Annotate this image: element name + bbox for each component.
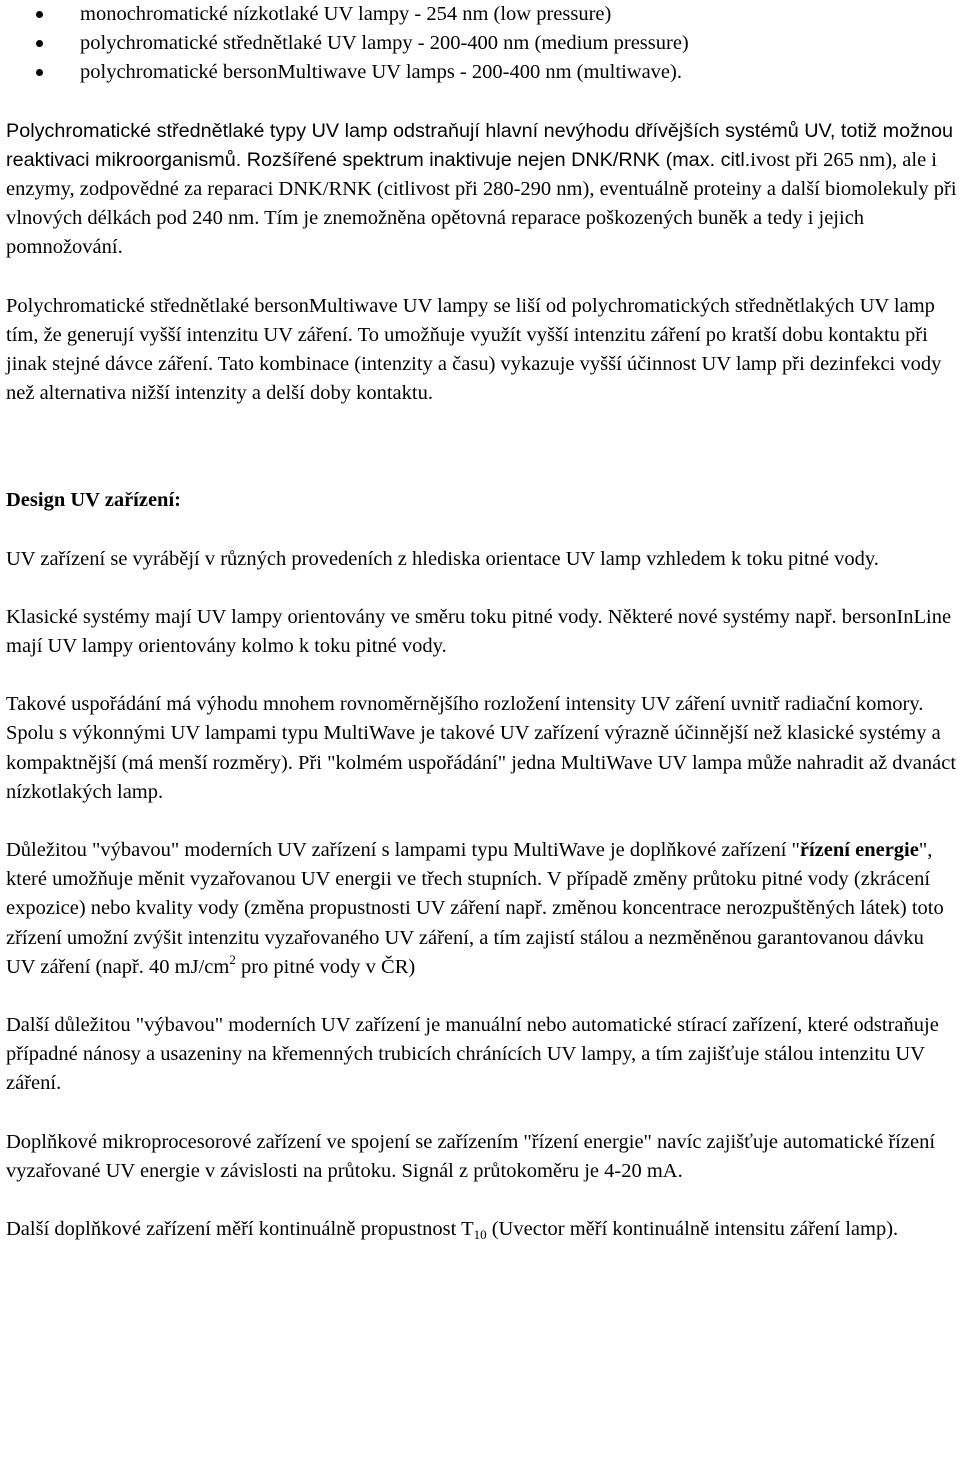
bullet-icon <box>36 40 43 47</box>
paragraph-wiper-device: Další důležitou "výbavou" moderních UV zařízení je manuální nebo automatické stírací zařízení, které odstraňuje případné nánosy a usazeniny na křemenných trubicích chránících UV lampy, a tím zajišťuje stálou intenzitu UV záření. <box>6 1014 939 1095</box>
paragraph-microprocessor: Doplňkové mikroprocesorové zařízení ve spojení se zařízením "řízení energie" navíc zajišťuje automatické řízení vyzařované UV energie v závislosti na průtoku. Signál z průtokoměru je 4-20 mA. <box>6 1130 936 1182</box>
paragraph-text: Polychromatické střednětlaké typy UV lamp odstraňují hlavní nevýhodu dřívějších systémů UV, totiž možnou reaktivaci mikroorganismů. Rozšířené spektrum inaktivuje nejen DNK/RNK (max. citl. <box>6 119 954 171</box>
paragraph-arrangement: Takové uspořádání má výhodu mnohem rovnoměrnějšího rozložení intensity UV záření uvnitř radiační komory. Spolu s výkonnými UV lampami typu MultiWave je takové UV zařízení výrazně účinnější než klasické systémy a kompaktnější (má menší rozměry). Při "kolmém uspořádání" jedna MultiWave UV lampa může nahradit až dvanáct nízkotlakých lamp. <box>6 693 957 803</box>
paragraph-text: pro pitné vody v ČR) <box>235 955 416 978</box>
lamp-types-list <box>6 0 958 88</box>
superscript: 2 <box>229 951 236 967</box>
paragraph-energy-control <box>6 836 958 982</box>
paragraph-text: ", které umožňuje měnit vyzařovanou UV energii ve třech stupních. V případě změny průtoku pitné vody (zkrácení expozice) nebo kvality vody (změna propustnosti UV záření např. změnou koncentrace nerozpuštěných látek) toto zřízení umožní zvýšit intenzitu vyzařovaného UV záření, a tím zajistí stálou a nezměněnou garantovanou dávku UV záření (např. 40 mJ/cm <box>6 839 944 978</box>
bullet-icon <box>36 69 43 76</box>
paragraph-transmittance <box>6 1215 958 1244</box>
list-item-text: monochromatické nízkotlaké UV lampy - 254 nm (low pressure) <box>80 3 612 25</box>
list-item-text: polychromatické střednětlaké UV lampy - 200-400 nm (medium pressure) <box>80 32 689 55</box>
section-heading: Design UV zařízení: <box>6 489 181 512</box>
paragraph-classic-systems: Klasické systémy mají UV lampy orientovány ve směru toku pitné vody. Některé nové systémy např. bersonInLine mají UV lampy orientovány kolmo k toku pitné vody. <box>6 605 952 658</box>
paragraph-text: Další doplňkové zařízení měří kontinuálně propustnost T <box>6 1218 474 1241</box>
paragraph-design-intro: UV zařízení se vyrábějí v různých provedeních z hlediska orientace UV lamp vzhledem k toku pitné vody. <box>6 547 879 570</box>
paragraph-text: ivost při 265 nm), ale i enzymy, zodpovědné za reparaci DNK/RNK (citlivost při 280-290 nm), eventuálně proteiny a další biomolekuly při vlnových délkách pod 240 nm. Tím je znemožněna opětovná reparace poškozených buněk a tedy i jejich pomnožování. <box>6 148 957 259</box>
bullet-icon <box>36 11 43 18</box>
list-item-text: polychromatické bersonMultiwave UV lamps - 200-400 nm (multiwave). <box>80 61 682 84</box>
list-item <box>6 58 958 87</box>
subscript: 10 <box>473 1227 487 1243</box>
paragraph-polychromatic-lamps <box>6 117 958 263</box>
paragraph-text: Důležitou "výbavou" moderních UV zařízení s lampami typu MultiWave je doplňkové zařízení " <box>6 839 800 862</box>
list-item <box>6 29 958 58</box>
list-item <box>6 0 958 29</box>
energy-control-term: řízení energie <box>799 839 919 862</box>
document-page <box>6 0 958 1244</box>
paragraph-text: (Uvector měří kontinuálně intensitu záření lamp). <box>486 1218 899 1241</box>
paragraph-multiwave-lamps: Polychromatické střednětlaké bersonMultiwave UV lampy se liší od polychromatických střednětlakých UV lamp tím, že generují vyšší intenzitu UV záření. To umožňuje využít vyšší intenzitu záření po kratší dobu kontaktu při jinak stejné dávce záření. Tato kombinace (intenzity a času) vykazuje vyšší účinnost UV lamp při dezinfekci vody než alternativa nižší intenzity a delší doby kontaktu. <box>6 294 942 405</box>
